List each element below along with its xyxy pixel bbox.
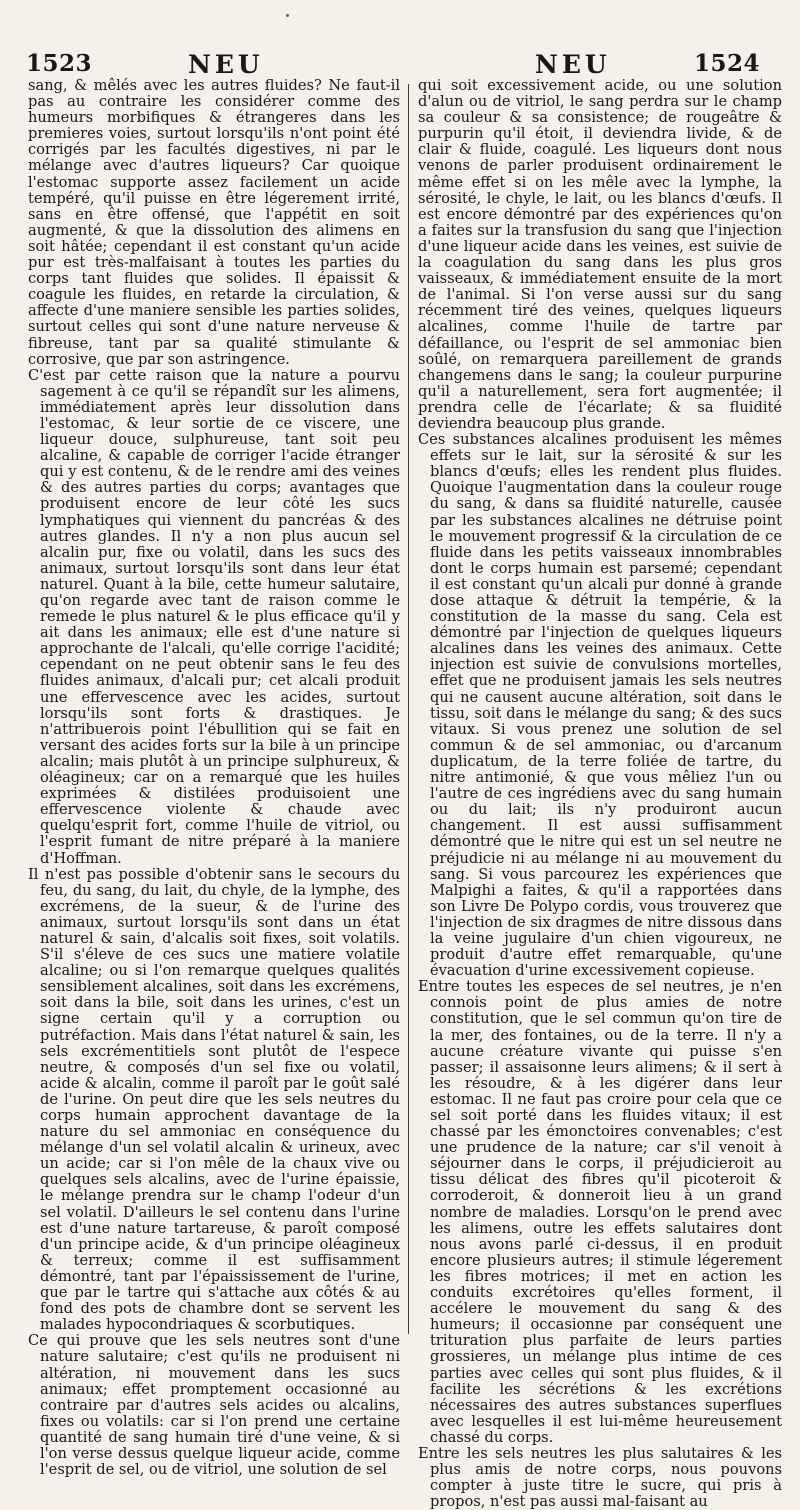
- paragraph-sang-acide: qui soit excessivement acide, ou une solution d'alun ou de vitriol, le sang perdra sur le champ sa couleur & sa consistence; de rougeâtre & purpurin qu'il étoit, il deviendra livide, & de clair & fluide, coagulé. Les liqueurs dont nous venons de parler produisent ordinairement le même effet si on les mêle avec la lymphe, la sérosité, le chyle, le lait, ou les blancs d'œufs. Il est encore démontré par des expériences qu'on a faites sur la transfusion du sang que l'injection d'une liqueur acide dans les veines, est suivie de la coagulation du sang dans les plus gros vaisseaux, & immédiatement ensuite de la mort de l'animal. Si l'on verse aussi sur du sang récemment tiré des veines, quelques liqueurs alcalines, comme l'huile de tartre par défaillance, ou l'esprit de sel ammoniac bien soûlé, on remarquera pareillement de grands changemens dans le sang; la couleur purpurine qu'il a naturellement, sera fort augmentée; il prendra celle de l'écarlate; & sa fluidité deviendra beaucoup plus grande.: [418, 77, 782, 432]
- paragraph-substances-alcalines: Ces substances alcalines produisent les mêmes effets sur le lait, sur la sérosité & sur les blancs d'œufs; elles les rendent plus fluides. Quoique l'augmentation dans la couleur rouge du sang, & dans sa fluidité naturelle, causée par les substances alcalines ne détruise point le mouvement progressif & la circulation de ce fluide dans les petits vaisseaux innombrables dont le corps humain est parsemé; cependant il est constant qu'un alcali pur donné à grande dose attaque & détruit la tempérie, & la constitution de la masse du sang. Cela est démontré par l'injection de quelques liqueurs alcalines dans les veines des animaux. Cette injection est suivie de convulsions mortelles, effet que ne produisent jamais les sels neutres qui ne causent aucune altération, soit dans le tissu, soit dans le mélange du sang; & des sucs vitaux. Si vous prenez une solution de sel commun & de sel ammoniac, ou d'arcanum duplicatum, de la terre foliée de tartre, du nitre antimonié, & que vous mêliez l'un ou l'autre de ces ingrédiens avec du sang humain ou du lait; ils n'y produiront aucun changement. Il est aussi suffisamment démontré que le nitre qui est un sel neutre ne préjudicie ni au mélange ni au mouvement du sang. Si vous parcourez les expériences que Malpighi a faites, & qu'il a rapportées dans son Livre De Polypo cordis, vous trouverez que l'injection de six dragmes de nitre dissous dans la veine jugulaire d'un chien vigoureux, ne produit d'autre effet remarquable, qu'une évacuation d'urine excessivement copieuse.: [418, 431, 782, 980]
- right-text-column: [418, 77, 782, 1510]
- right-running-head: NEU: [535, 50, 611, 79]
- paragraph-alcali-feu: Il n'est pas possible d'obtenir sans le secours du feu, du sang, du lait, du chyle, de la lymphe, des excrémens, de la sueur, & de l'urine des animaux, surtout lorsqu'ils sont dans un état naturel & sain, d'alcalis soit fixes, soit volatils. S'il s'éleve de ces sucs une matiere volatile alcaline; ou si l'on remarque quelques qualités sensiblement alcalines, soit dans les excrémens, soit dans la bile, soit dans les urines, c'est un signe certain qu'il y a corruption ou putréfaction. Mais dans l'état naturel & sain, les sels excrémentitiels sont plutôt de l'espece neutre, & composés d'un sel fixe ou volatil, acide & alcalin, comme il paroît par le goût salé de l'urine. On peut dire que les sels neutres du corps humain approchent davantage de la nature du sel ammoniac en conséquence du mélange d'un sel volatil alcalin & urineux, avec un acide; car si l'on mêle de la chaux vive ou quelques sels alcalins, avec de l'urine épaissie, le mélange prendra sur le champ l'odeur d'un sel volatil. D'ailleurs le sel contenu dans l'urine est d'une nature tartareuse, & paroît composé d'un principe acide, & d'un principe oléagineux & terreux; comme il est suffisamment démontré, tant par l'épaississement de l'urine, que par le tartre qui s'attache aux côtés & au fond des pots de chambre dont se servent les malades hypocondriaques & scorbutiques.: [28, 865, 400, 1334]
- paragraph-bile-nature: C'est par cette raison que la nature a pourvu sagement à ce qu'il se répandît sur les alimens, immédiatement après leur dissolution dans l'estomac, & leur sortie de ce viscere, une liqueur douce, sulphureuse, tant soit peu alcaline, & capable de corriger l'acide étranger qui y est contenu, & de le rendre ami des veines & des autres parties du corps; avantages que produisent encore de leur côté les sucs lymphatiques qui viennent du pancréas & des autres glandes. Il n'y a non plus aucun sel alcalin pur, fixe ou volatil, dans les sucs des animaux, surtout lorsqu'ils sont dans leur état naturel. Quant à la bile, cette humeur salutaire, qu'on regarde avec tant de raison comme le remede le plus naturel & le plus efficace qu'il y ait dans les animaux; elle est d'une nature si approchante de l'alcali, qu'elle corrige l'acidité; cependant on ne peut obtenir sans le feu des fluides animaux, d'alcali pur; cet alcali produit une effervescence avec les acides, surtout lorsqu'ils sont forts & drastiques. Je n'attribuerois point l'ébullition qui se fait en versant des acides forts sur la bile à un principe alcalin; mais plutôt à un principe sulphureux, & oléagineux; car on a remarqué que les huiles exprimées & distilées produisoient une effervescence violente & chaude avec quelqu'esprit fort, comme l'huile de vitriol, ou l'esprit fumant de nitre préparé à la maniere d'Hoffman.: [28, 366, 400, 867]
- paragraph-continuation: sang, & mêlés avec les autres fluides? Ne faut-il pas au contraire les considérer comme des humeurs morbifiques & étrangeres dans les premieres voies, surtout lorsqu'ils n'ont point été corrigés par les facultés digestives, ni par le mélange avec d'autres liqueurs? Car quoique l'estomac supporte assez facilement un acide tempéré, qu'il puisse en être légerement irrité, sans en être offensé, que l'appétit en soit augmenté, & que la dissolution des alimens en soit hâtée; cependant il est constant qu'un acide pur est très-malfaisant à toutes les parties du corps tant fluides que solides. Il épaissit & coagule les fluides, en retarde la circulation, & affecte d'une maniere sensible les parties solides, surtout celles qui sont d'une nature nerveuse & fibreuse, tant par sa qualité stimulante & corrosive, que par son astringence.: [28, 77, 400, 368]
- left-text-column: [28, 77, 400, 1479]
- paragraph-sucre: Entre les sels neutres les plus salutaires & les plus amis de notre corps, nous pouvons compter à juste titre le sucre, qui pris à propos, n'est pas aussi mal-faisant au: [418, 1444, 782, 1510]
- right-page-number: 1524: [693, 50, 760, 77]
- column-divider: [408, 84, 409, 1334]
- paragraph-sels-neutres-salutaires: Ce qui prouve que les sels neutres sont d'une nature salutaire; c'est qu'ils ne produisent ni altération, ni mouvement dans les sucs animaux; effet promptement occasionné au contraire par d'autres sels acides ou alcalins, fixes ou volatils: car si l'on prend une certaine quantité de sang humain tiré d'une veine, & si l'on verse dessus quelque liqueur acide, comme l'esprit de sel, ou de vitriol, une solution de sel: [28, 1332, 400, 1479]
- left-running-head: NEU: [188, 50, 264, 79]
- ink-speck: [286, 14, 289, 17]
- left-page-number: 1523: [26, 50, 93, 77]
- paragraph-sel-commun: Entre toutes les especes de sel neutres, je n'en connois point de plus amies de notre constitution, que le sel commun qu'on tire de la mer, des fontaines, ou de la terre. Il n'y a aucune créature vivante qui puisse s'en passer; il assaisonne leurs alimens; & il sert à les résoudre, & à les digérer dans leur estomac. Il ne faut pas croire pour cela que ce sel soit porté dans les fluides vitaux; il est chassé par les émonctoires convenables; c'est une prudence de la nature; car s'il venoit à séjourner dans le corps, il préjudicieroit au tissu délicat des fibres qu'il picoteroit & corroderoit, & donneroit lieu à un grand nombre de maladies. Lorsqu'on le prend avec les alimens, outre les effets salutaires dont nous avons parlé ci-dessus, il en produit encore plusieurs autres; il stimule légerement les fibres motrices; il met en action les conduits excrétoires qu'elles forment, il accélere le mouvement du sang & des humeurs; il occasionne par conséquent une trituration plus parfaite de leurs parties grossieres, un mélange plus intime de ces parties avec celles qui sont plus fluides, & il facilite les sécrétions & les excrétions nécessaires des autres substances superflues avec lesquelles il est lui-même heureusement chassé du corps.: [418, 978, 782, 1446]
